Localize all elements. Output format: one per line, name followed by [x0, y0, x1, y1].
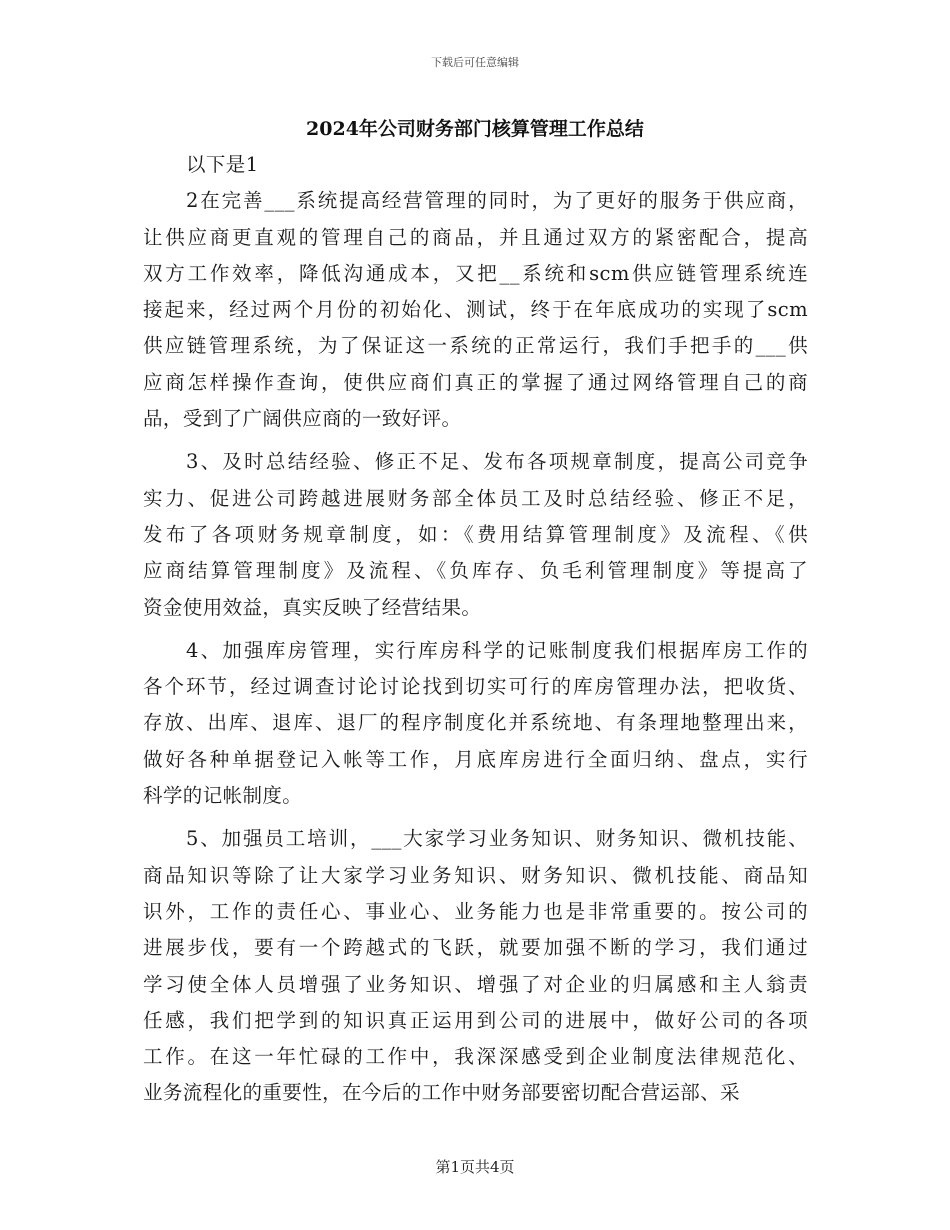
paragraph-gap — [143, 814, 808, 821]
paragraph-line: 让供应商更直观的管理自己的商品，并且通过双方的紧密配合，提高 — [143, 225, 808, 249]
paragraph-line: 商品知识等除了让大家学习业务知识、财务知识、微机技能、商品知 — [143, 863, 808, 887]
paragraph-line: 工作。在这一年忙碌的工作中，我深深感受到企业制度法律规范化、 — [143, 1045, 808, 1069]
paragraph-line: 供应链管理系统，为了保证这一系统的正常运行，我们手把手的___供 — [143, 334, 808, 358]
paragraph-line: 品，受到了广阔供应商的一致好评。 — [143, 407, 462, 431]
paragraph-line: 发布了各项财务规章制度，如：《费用结算管理制度》及流程、《供 — [143, 522, 808, 546]
paragraph-line: 接起来，经过两个月份的初始化、测试，终于在年底成功的实现了scm — [143, 298, 808, 322]
paragraph-line: 以下是1 — [186, 153, 259, 176]
paragraph-line: 学习使全体人员增强了业务知识、增强了对企业的归属感和主人翁责 — [143, 972, 808, 996]
paragraph-line: 识外，工作的责任心、事业心、业务能力也是非常重要的。按公司的 — [143, 899, 808, 923]
paragraph-line: 5、加强员工培训，___大家学习业务知识、财务知识、微机技能、 — [186, 827, 808, 851]
page-footer: 第1页共4页 — [435, 1158, 515, 1176]
paragraph — [143, 444, 808, 625]
paragraph — [143, 633, 808, 814]
paragraph-line: 2在完善___系统提高经营管理的同时，为了更好的服务于供应商， — [186, 189, 808, 213]
paragraph-line: 3、及时总结经验、修正不足、发布各项规章制度，提高公司竞争 — [186, 450, 808, 474]
paragraph-line: 做好各种单据登记入帐等工作，月底库房进行全面归纳、盘点，实行 — [143, 747, 808, 771]
paragraph-line: 资金使用效益，真实反映了经营结果。 — [143, 595, 482, 619]
paragraph-line: 实力、促进公司跨越进展财务部全体员工及时总结经验、修正不足， — [143, 486, 808, 510]
paragraph-line: 存放、出库、退库、退厂的程序制度化并系统地、有条理地整理出来， — [143, 711, 808, 735]
paragraph-line: 应商结算管理制度》及流程、《负库存、负毛利管理制度》等提高了 — [143, 559, 808, 583]
paragraph-gap — [143, 437, 808, 444]
paragraph-line: 进展步伐，要有一个跨越式的飞跃，就要加强不断的学习，我们通过 — [143, 936, 808, 960]
paragraph-line: 任感，我们把学到的知识真正运用到公司的进展中，做好公司的各项 — [143, 1008, 808, 1032]
paragraph — [143, 821, 808, 1111]
paragraph-line: 业务流程化的重要性，在今后的工作中财务部要密切配合营运部、采 — [143, 1081, 741, 1105]
paragraph — [143, 183, 808, 437]
paragraph-gap — [143, 626, 808, 633]
paragraph-line: 各个环节，经过调查讨论讨论找到切实可行的库房管理办法，把收货、 — [143, 675, 808, 699]
paragraph — [143, 147, 808, 183]
header-note: 下载后可任意编辑 — [431, 56, 519, 69]
paragraph-line: 科学的记帐制度。 — [143, 784, 303, 808]
paragraph-line: 应商怎样操作查询，使供应商们真正的掌握了通过网络管理自己的商 — [143, 370, 808, 394]
paragraph-line: 双方工作效率，降低沟通成本，又把__系统和scm供应链管理系统连 — [143, 261, 808, 285]
paragraph-line: 4、加强库房管理，实行库房科学的记账制度我们根据库房工作的 — [186, 638, 808, 662]
document-title: 2024年公司财务部门核算管理工作总结 — [306, 118, 644, 140]
document-body — [143, 147, 808, 1112]
